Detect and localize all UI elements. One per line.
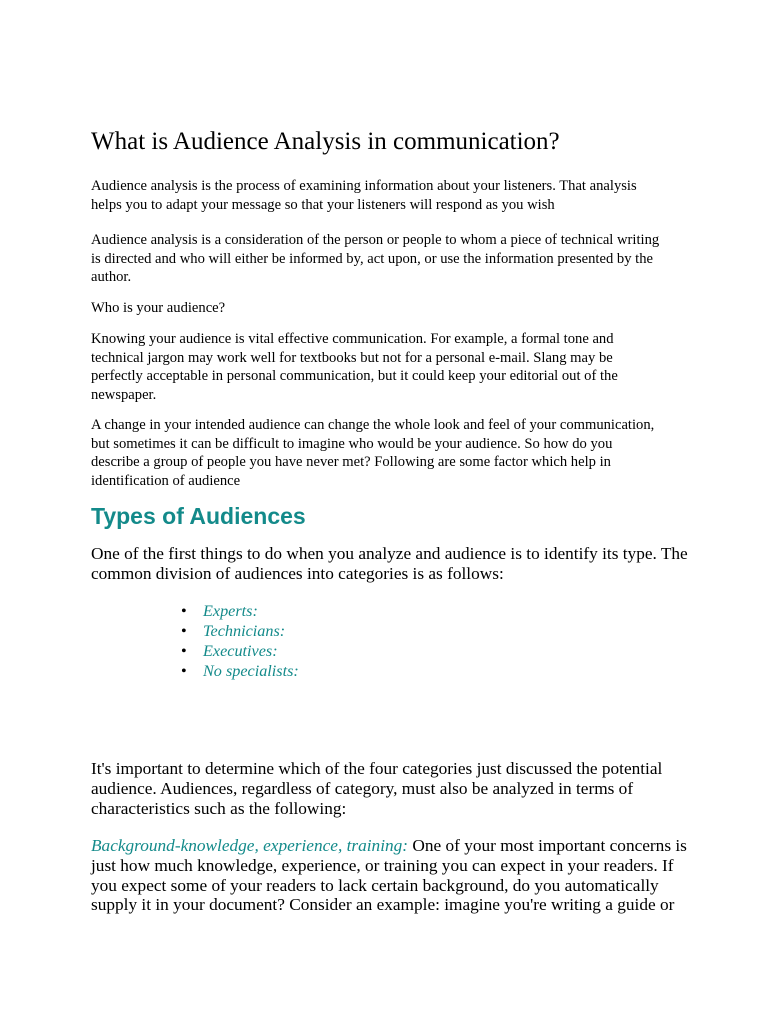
text-line: but sometimes it can be difficult to imagine who would be your audience. So how do you [91, 435, 613, 452]
paragraph-identify-type [91, 544, 691, 584]
audience-type-label: Technicians: [203, 622, 286, 640]
paragraph-audience-change [91, 416, 691, 490]
text-line: Audience analysis is a consideration of the person or people to whom a piece of technical writing [91, 232, 660, 248]
text-line: characteristics such as the following: [91, 798, 347, 818]
bullet-icon: • [181, 662, 187, 680]
section-heading-types: Types of Audiences [91, 503, 306, 529]
page-title: What is Audience Analysis in communication? [91, 128, 560, 155]
list-item [181, 601, 299, 621]
paragraph-four-categories [91, 759, 691, 818]
bullet-icon: • [181, 622, 187, 640]
text-line: Audience analysis is the process of examining information about your listeners. That analysis [91, 178, 637, 194]
paragraph-knowing-audience [91, 330, 691, 404]
text-line: technical jargon may work well for textbooks but not for a personal e-mail. Slang may be [91, 349, 613, 366]
text-fragment: One of your most important concerns is [408, 836, 687, 855]
text-line: is directed and who will either be informed by, act upon, or use the information presented by the [91, 250, 653, 267]
text-line: audience. Audiences, regardless of category, must also be analyzed in terms of [91, 778, 634, 798]
text-line: supply it in your document? Consider an example: imagine you're writing a guide or [91, 895, 675, 915]
term-background-knowledge: Background-knowledge, experience, training: [91, 836, 409, 855]
paragraph-background-knowledge [91, 836, 691, 915]
text-line [91, 836, 691, 856]
list-item [181, 661, 299, 681]
text-line: author. [91, 269, 132, 285]
text-line: perfectly acceptable in personal communication, but it could keep your editorial out of the [91, 368, 618, 384]
text-line: One of the first things to do when you analyze and audience is to identify its type. The [91, 544, 688, 563]
text-line: A change in your intended audience can change the whole look and feel of your communication, [91, 417, 655, 433]
bullet-icon: • [181, 602, 187, 620]
bullet-icon: • [181, 642, 187, 660]
text-line: newspaper. [91, 386, 157, 403]
paragraph-definition [91, 177, 691, 214]
audience-types-list [181, 601, 299, 681]
paragraph-who-is-audience [91, 299, 691, 318]
list-item [181, 621, 299, 641]
text-line: Who is your audience? [91, 300, 226, 316]
text-line: just how much knowledge, experience, or training you can expect in your readers. If [91, 855, 674, 875]
text-line: Knowing your audience is vital effective communication. For example, a formal tone and [91, 331, 614, 347]
text-line: describe a group of people you have never met? Following are some factor which help in [91, 454, 611, 470]
text-line: It's important to determine which of the four categories just discussed the potential [91, 759, 663, 778]
audience-type-label: No specialists: [203, 662, 299, 680]
text-line: identification of audience [91, 472, 241, 489]
text-line: helps you to adapt your message so that your listeners will respond as you wish [91, 196, 555, 213]
text-line: common division of audiences into categories is as follows: [91, 563, 504, 583]
audience-type-label: Executives: [203, 642, 278, 660]
audience-type-label: Experts: [203, 602, 258, 620]
list-item [181, 641, 299, 661]
text-line: you expect some of your readers to lack certain background, do you automatically [91, 875, 659, 895]
paragraph-consideration [91, 231, 691, 287]
